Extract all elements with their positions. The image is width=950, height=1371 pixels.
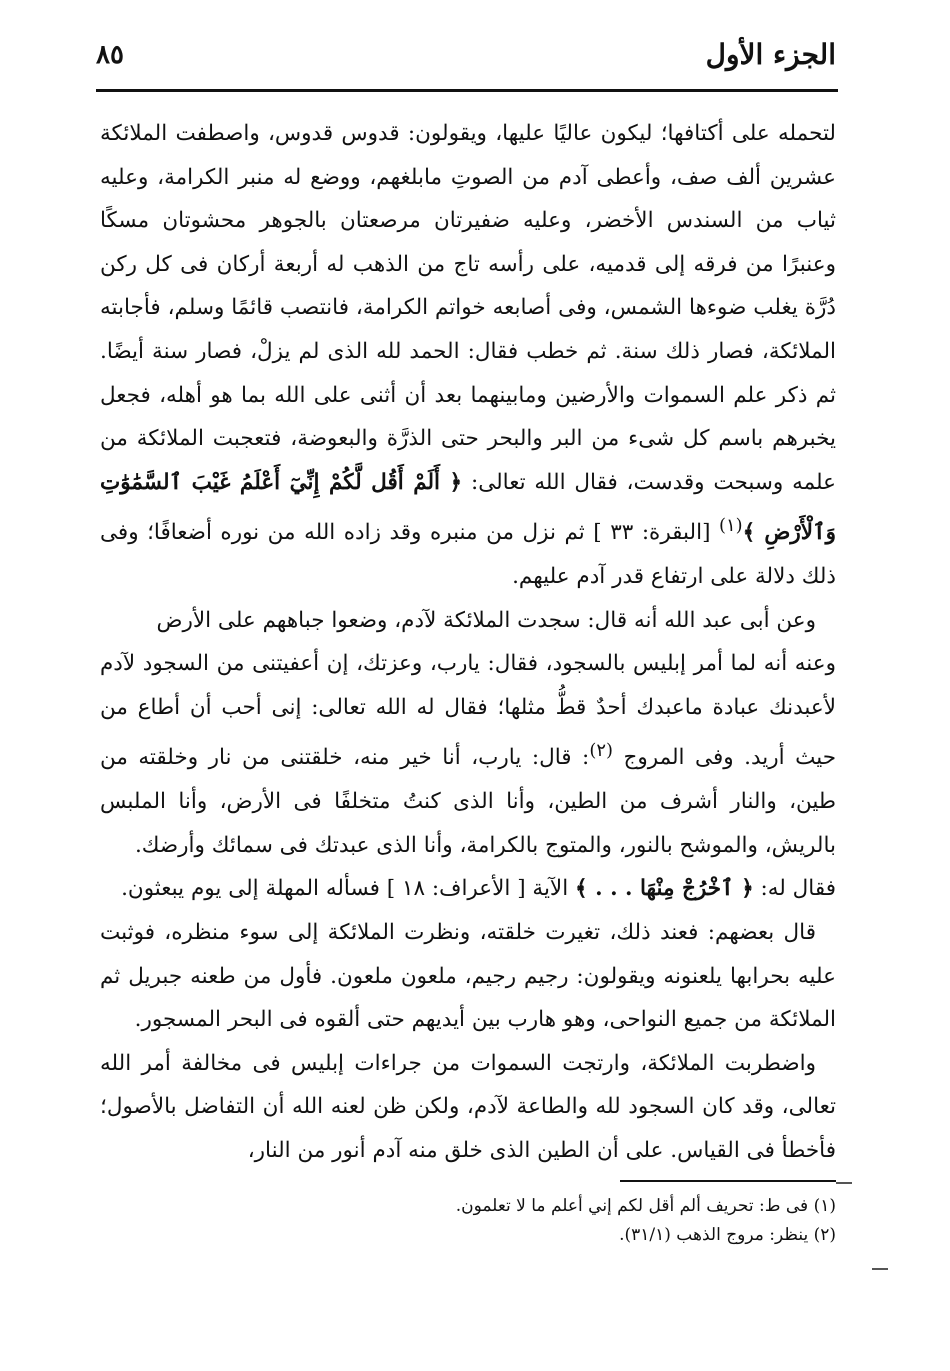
paragraph-6: واضطربت الملائكة، وارتجت السموات من جراءات إبليس فى مخالفة أمر الله تعالى، وقد كان السجود لله والطاعة لآدم، ولكن ظن لعنه الله أن التفاضل بالأصول؛ فأخطأ فى القياس. على أن الطين الذى خلق منه آدم أنور من النار،	[100, 1050, 836, 1163]
scan-mark	[836, 1182, 852, 1184]
page-number: ٨٥	[96, 40, 124, 70]
footnote-1: (١) فى ط: تحريف ألم أقل لكم إني أعلم ما لا تعلمون.	[455, 1196, 836, 1216]
running-title: الجزء الأول	[705, 38, 836, 71]
footnote-rule	[620, 1180, 836, 1182]
footnotes	[100, 1192, 836, 1250]
footnote-marker-2: (٢)	[589, 740, 613, 762]
paragraph-4-text: فقال له:	[760, 876, 836, 902]
paragraph-5: قال بعضهم: فعند ذلك، تغيرت خلقته، ونظرت الملائكة إلى سوء منظره، فوثبت عليه بحرابها يلعنونه ويقولون: رجيم رجيم، ملعون ملعون. فأول من طعنه جبريل ثم الملائكة من جميع النواحى، وهو هارب بين أيديهم حتى ألقوه فى البحر المسجور.	[100, 920, 836, 1033]
paragraph-3-text: وعنه أنه لما أمر إبليس بالسجود، فقال: يارب، وعزتك، إن أعفيتنى من السجود لآدم لأعبدنك عبادة ماعبدك أحدٌ قطُّ مثلها؛ فقال له الله تعالى: إنى أحب أن أطاع من حيث أريد. وفى المروج	[100, 651, 836, 771]
page-header	[96, 38, 836, 84]
footnote-marker-1: (١)	[719, 515, 743, 537]
scan-mark	[872, 1268, 888, 1270]
header-rule	[96, 89, 838, 92]
footnote-2: (٢) ينظر: مروج الذهب (٣١/١).	[619, 1225, 836, 1245]
paragraph-4	[100, 867, 836, 911]
quran-verse-1: ﴿ أَلَمْ أَقُل لَّكُمْ إِنِّيٓ أَعْلَمُ غَيْبَ ٱلسَّمَٰوَٰتِ وَٱلْأَرْضِ ﴾	[100, 469, 837, 546]
paragraph-2: وعن أبى عبد الله أنه قال: سجدت الملائكة لآدم، وضعوا جباههم على الأرض	[156, 607, 816, 633]
paragraph-1	[100, 112, 836, 599]
paragraph-1-continuation: [البقرة: ٣٣ ] ثم نزل من منبره وقد زاده الله من نوره أضعافًا؛ وفى ذلك دلالة على ارتفاع قدر آدم عليهم.	[100, 520, 836, 590]
paragraph-3	[100, 642, 836, 867]
paragraph-1-text: لتحمله على أكتافها؛ ليكون عاليًا عليها، ويقولون: قدوس قدوس، واصطفت الملائكة عشرين ألف صف، وأعطى آدم من الصوتِ مابلغهم، ووضع له منبر الكرامة، وعليه ثياب من السندس الأخضر، وعليه ضفيرتان مرصعتان بالجوهر محشوتان مسكًا وعنبرًا من فرقه إلى قدميه، على رأسه تاج من الذهب له أربعة أركان فى كل ركن دُرَّة يغلب ضوءها الشمس، وفى أصابعه خواتم الكرامة، فانتصب قائمًا وسلم، فأجابته الملائكة، فصار ذلك سنة. ثم خطب فقال: الحمد لله الذى لم يزلْ، فصار سنة أيضًا. ثم ذكر علم السموات والأرضين ومابينهما بعد أن أثنى على الله بما هو أهله، فجعل يخبرهم باسم كل شىء من البر والبحر حتى الذرَّة والبعوضة، فتعجبت الملائكة من علمه وسبحت وقدست، فقال الله تعالى:	[100, 121, 836, 495]
main-text	[100, 112, 836, 1173]
quran-verse-2: ﴿ ٱخْرُجْ مِنْهَا . . . ﴾	[575, 876, 754, 902]
paragraph-3-continuation: : قال: يارب، أنا خير منه، خلقتنى من نار وخلقته من طين، والنار أشرف من الطين، وأنا الذى كنتُ متخلفًا فى الأرض، وأنا الملبس بالريش، والموشح بالنور، والمتوج بالكرامة، وأنا الذى عبدتك فى سمائك وأرضك.	[100, 745, 836, 858]
paragraph-4-continuation: الآية [ الأعراف: ١٨ ] فسأله المهلة إلى يوم يبعثون.	[121, 876, 569, 902]
